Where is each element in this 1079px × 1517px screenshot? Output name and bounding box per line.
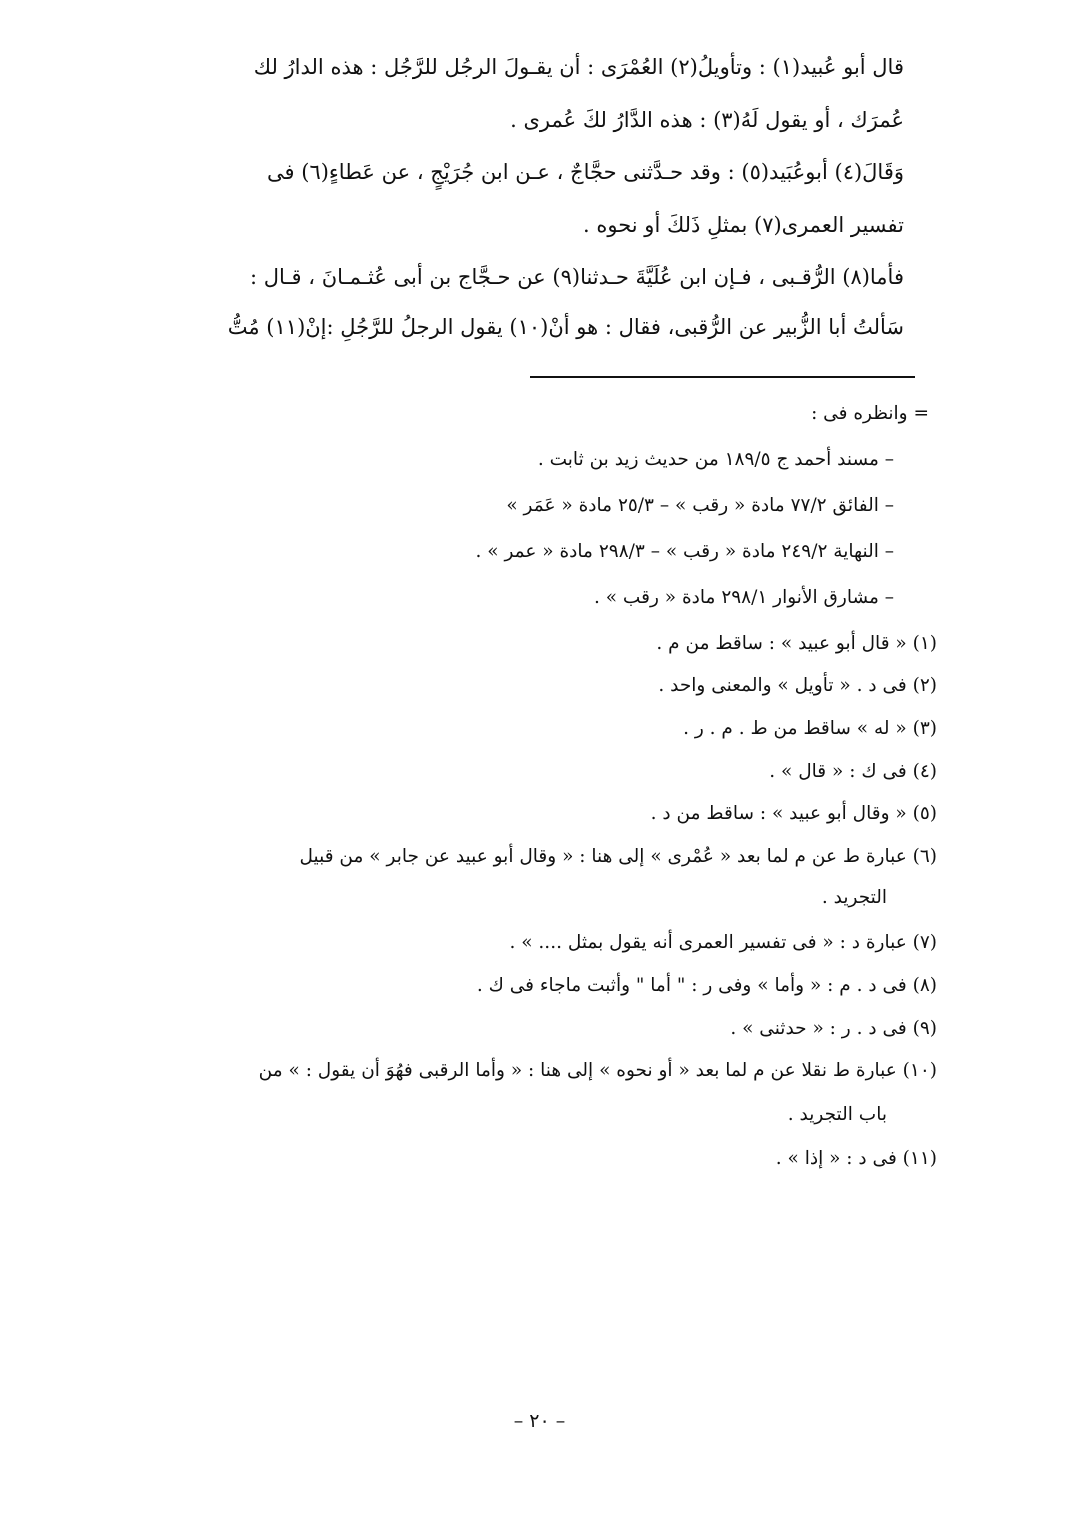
body-line-1: قال أبو عُبيد(١) : وتأويلُ(٢) العُمْرَى : أن يقـولَ الرجُل للرَّجُل : هذه الدارُ لك — [253, 55, 904, 79]
footnote-8: (٨) فى د . م : « وأما » وفى ر : " أما " وأثبت ماجاء فى ك . — [476, 975, 937, 996]
footnote-line: – الفائق ٧٧/٢ مادة « رقب » – ٢٥/٣ مادة « عَمَر » — [506, 495, 894, 516]
body-line-5: فأما(٨) الرُّقـبى ، فـإن ابن عُلَيَّةَ حـدثنا(٩) عن حـجَّاج بن أبى عُثـمـانَ ، قـال : — [249, 265, 904, 289]
footnote-line: – مشارق الأنوار ٢٩٨/١ مادة « رقب » . — [593, 587, 894, 608]
page-number: – ٢٠ – — [513, 1410, 566, 1432]
body-line-3: وَقَالَ(٤) أبوعُبَيد(٥) : وقد حـدَّثنى حجَّاجٌ ، عـن ابن جُرَيْجٍ ، عن عَطاءٍ(٦) فى — [267, 160, 904, 184]
body-line-4: تفسير العمرى(٧) بمثلِ ذَلكَ أو نحوه . — [583, 213, 904, 237]
footnote-4: (٤) فى ك : « قال » . — [769, 761, 937, 782]
footnote-divider — [530, 376, 915, 378]
footnote-9: (٩) فى د . ر : « حدثنى » . — [730, 1018, 937, 1039]
footnote-10-cont: باب التجريد . — [787, 1104, 887, 1125]
footnote-10: (١٠) عبارة ط نقلا عن م لما بعد « أو نحوه » إلى هنا : « وأما الرقبى فهُوَ أن يقول : » من — [258, 1060, 937, 1081]
footnote-7: (٧) عبارة د : « فى تفسير العمرى أنه يقول بمثل .... » . — [509, 932, 937, 953]
body-line-2: عُمرَك ، أو يقول لَهُ(٣) : هذه الدَّارُ لكَ عُمرى . — [510, 108, 904, 132]
footnote-line: – مسند أحمد ج ١٨٩/٥ من حديث زيد بن ثابت . — [537, 449, 894, 470]
footnote-6: (٦) عبارة ط عن م لما بعد « عُمْرى » إلى هنا : « وقال أبو عبيد عن جابر » من قبيل — [299, 846, 937, 867]
footnote-5: (٥) « وقال أبو عبيد » : ساقط من د . — [650, 803, 937, 824]
footnote-line: – النهاية ٢٤٩/٢ مادة « رقب » – ٢٩٨/٣ مادة « عمر » . — [475, 541, 894, 562]
footnote-2: (٢) فى د . « تأويل » والمعنى واحد . — [658, 675, 937, 696]
footnote-6-cont: التجريد . — [821, 887, 887, 908]
body-line-6: سَألتُ أبا الزُّبير عن الرُّقبى، فقال : هو أنْ(١٠) يقول الرجلُ للرَّجُلِ :إنْ(١١) مُتُّ — [227, 315, 904, 339]
footnote-3: (٣) « له » ساقط من ط . م . ر . — [683, 718, 937, 739]
footnote-1: (١) « قال أبو عبيد » : ساقط من م . — [656, 633, 937, 654]
footnote-line: = وانظره فى : — [811, 403, 929, 424]
footnote-11: (١١) فى د : « إذا » . — [775, 1148, 937, 1169]
